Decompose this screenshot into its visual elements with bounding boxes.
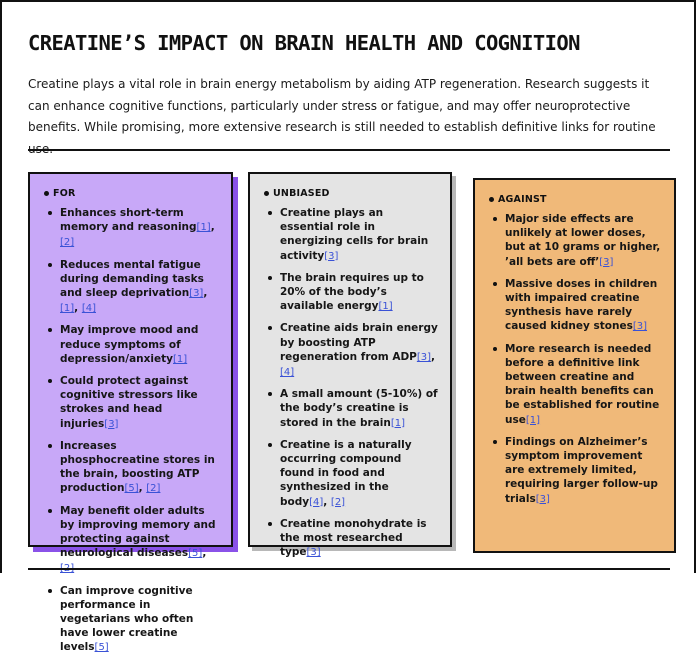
- against-list: [489, 212, 662, 507]
- list-item: May benefit older adults by improving memory and protecting against neurological diseases[5],: [44, 504, 219, 577]
- unbiased-heading: [264, 188, 438, 199]
- item-text: Could protect against cognitive stressors like strokes and head injuries: [60, 375, 198, 430]
- citation-link[interactable]: [3]: [104, 418, 119, 430]
- unbiased-card: [248, 172, 452, 559]
- citation-link[interactable]: [4]: [309, 496, 324, 508]
- citation-link[interactable]: [3]: [189, 288, 204, 300]
- list-item: [44, 584, 219, 656]
- bullet-icon: [264, 191, 269, 196]
- bottom-divider: [28, 568, 670, 570]
- item-text: Can improve cognitive performance in vegetarians who often have lower creatine levels: [60, 584, 194, 654]
- list-item: [44, 323, 219, 367]
- citation-link[interactable]: [3]: [535, 493, 550, 505]
- item-text: Enhances short-term memory and reasoning: [60, 207, 197, 234]
- item-text: Creatine monohydrate is the most researched type: [280, 517, 427, 559]
- page-title: CREATINE’S IMPACT ON BRAIN HEALTH AND COGNITION: [28, 31, 580, 55]
- bullet-icon: [44, 191, 49, 196]
- citation-link[interactable]: [1]: [60, 303, 75, 315]
- citation-link[interactable]: [1]: [378, 301, 393, 313]
- for-heading-label: FOR: [53, 188, 76, 199]
- list-item: [264, 271, 438, 315]
- against-card: [473, 178, 676, 553]
- unbiased-list: [264, 206, 438, 560]
- citation-link[interactable]: [1]: [173, 353, 188, 365]
- list-item: Enhances short-term memory and reasoning[1], [2]: [44, 206, 219, 251]
- item-text: Creatine aids brain energy by boosting ATP regeneration from ADP: [280, 322, 438, 363]
- against-heading-label: AGAINST: [498, 194, 547, 205]
- list-item: [264, 206, 438, 264]
- list-item: Reduces mental fatigue during demanding tasks and sleep deprivation[3], [1], [4]: [44, 258, 219, 317]
- item-text: May improve mood and reduce symptoms of depression/anxiety: [60, 324, 199, 365]
- item-text: Increases phosphocreatine stores in the brain, boosting ATP production: [60, 439, 215, 495]
- intro-paragraph: Creatine plays a vital role in brain energy metabolism by aiding ATP regeneration. Research suggests it can enhance cognitive functions, particularly under stress or fatigue, and may offer neuroprotective benefits. While promising, more extensive research is still needed to establish definitive links for routine: [28, 77, 656, 134]
- list-item: Creatine is a naturally occurring compound found in food and synthesized in the body[4], [2]: [264, 438, 438, 510]
- citation-link[interactable]: [5]: [124, 483, 139, 495]
- citation-link[interactable]: [3]: [599, 256, 614, 268]
- bullet-icon: [489, 197, 494, 202]
- citation-link[interactable]: [2]: [146, 483, 161, 495]
- item-text: Creatine is a naturally occurring compound found in food and synthesized in the body: [280, 438, 412, 508]
- citation-link[interactable]: [3]: [416, 351, 432, 363]
- citation-link[interactable]: [1]: [525, 414, 541, 426]
- item-text: A small amount (5-10%) of the body’s creatine is stored in the brain: [280, 388, 438, 429]
- citation-link[interactable]: [3]: [632, 321, 648, 333]
- list-item: [264, 517, 438, 561]
- list-item: Creatine aids brain energy by boosting ATP regeneration from ADP[3], [4]: [264, 321, 438, 380]
- item-text: Creatine plays an essential role in energizing cells for brain activity: [280, 207, 429, 262]
- item-text: Findings on Alzheimer’s symptom improvement are extremely limited, requiring larger follow-up trials: [505, 435, 658, 505]
- item-text: More research is needed before a definitive link between creatine and brain health benefits can be established for routine use: [505, 342, 660, 426]
- for-heading: [44, 188, 219, 199]
- citation-link[interactable]: [4]: [81, 303, 96, 315]
- citation-link[interactable]: [4]: [280, 367, 295, 379]
- for-list: [44, 206, 219, 656]
- citation-link[interactable]: [5]: [188, 548, 203, 560]
- citation-link[interactable]: [2]: [60, 237, 75, 249]
- list-item: [489, 435, 662, 507]
- item-text: Major side effects are unlikely at lower doses, but at 10 grams or higher, ’all bets are off’: [505, 213, 661, 268]
- for-card: [28, 172, 233, 654]
- list-item: [264, 387, 438, 431]
- top-divider: [28, 149, 670, 151]
- item-text: Reduces mental fatigue during demanding tasks and sleep deprivation: [60, 258, 204, 300]
- citation-link[interactable]: [1]: [196, 222, 211, 234]
- unbiased-heading-label: UNBIASED: [273, 188, 330, 199]
- citation-link[interactable]: [5]: [94, 642, 109, 654]
- citation-link[interactable]: [1]: [390, 417, 405, 429]
- against-heading: [489, 194, 662, 205]
- citation-link[interactable]: [2]: [330, 496, 346, 508]
- list-item: [489, 277, 662, 335]
- list-item: [489, 342, 662, 428]
- citation-link[interactable]: [3]: [306, 547, 321, 559]
- item-text: Massive doses in children with impaired creatine synthesis have rarely caused kidney stones: [505, 277, 658, 333]
- list-item: Increases phosphocreatine stores in the brain, boosting ATP production[5], [2]: [44, 439, 219, 497]
- list-item: [489, 212, 662, 270]
- citation-link[interactable]: [3]: [324, 250, 339, 262]
- item-text: May benefit older adults by improving memory and protecting against neurological diseases: [60, 504, 216, 560]
- item-text: The brain requires up to 20% of the body’s available energy: [280, 271, 424, 313]
- list-item: [44, 374, 219, 432]
